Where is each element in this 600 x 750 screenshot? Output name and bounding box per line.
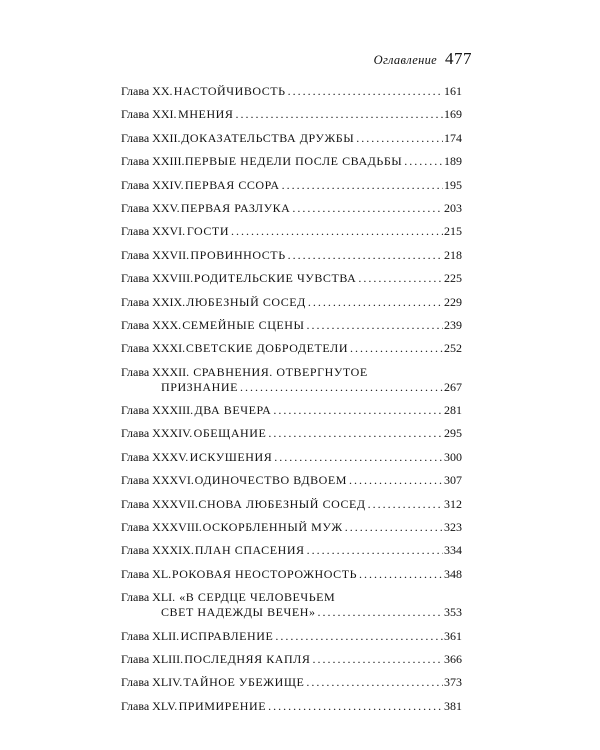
- chapter-label: Глава XXII.: [121, 130, 181, 145]
- chapter-label: Глава XX.: [121, 84, 173, 98]
- chapter-title: СРАВНЕНИЯ. ОТВЕРГНУТОЕ: [193, 364, 368, 379]
- chapter-page: 252: [444, 341, 462, 356]
- dot-leader: [318, 605, 444, 620]
- toc-entry-line: [121, 380, 462, 395]
- chapter-label: Глава XXXI.: [121, 341, 186, 356]
- toc-entry: [121, 365, 462, 395]
- chapter-label: Глава XLIII.: [121, 651, 184, 666]
- toc-entry: [121, 295, 462, 310]
- chapter-label: Глава XXXIV.: [121, 426, 193, 441]
- dot-leader: [345, 520, 443, 535]
- chapter-title-continued: ПРИЗНАНИЕ: [161, 379, 238, 394]
- chapter-page: 361: [444, 628, 462, 643]
- chapter-page: 267: [444, 379, 462, 394]
- chapter-page: 323: [444, 520, 462, 535]
- chapter-label: Глава XXIX.: [121, 294, 186, 309]
- dot-leader: [356, 131, 443, 146]
- chapter-title: ПРОВИННОСТЬ: [190, 247, 286, 262]
- chapter-label: Глава XXV.: [121, 200, 180, 215]
- dot-leader: [312, 652, 443, 667]
- chapter-page: 225: [444, 271, 462, 286]
- chapter-label: Глава XL.: [121, 566, 172, 581]
- chapter-title-continued: СВЕТ НАДЕЖДЫ ВЕЧЕН»: [161, 605, 316, 620]
- dot-leader: [282, 178, 443, 193]
- toc-entry-line: [121, 154, 462, 169]
- chapter-title: ОДИНОЧЕСТВО ВДВОЕМ: [194, 473, 347, 488]
- chapter-label: Глава XXXIX.: [121, 543, 194, 558]
- dot-leader: [359, 567, 443, 582]
- dot-leader: [308, 295, 443, 310]
- dot-leader: [306, 675, 443, 690]
- toc-entry-line: [121, 224, 462, 239]
- chapter-title: ПЕРВАЯ РАЗЛУКА: [180, 200, 291, 215]
- chapter-page: 312: [444, 496, 462, 511]
- chapter-title: МНЕНИЯ: [178, 107, 234, 122]
- toc-entry-line: [121, 543, 462, 558]
- chapter-label: Глава XXVII.: [121, 247, 190, 262]
- toc-entry: [121, 84, 462, 99]
- dot-leader: [350, 341, 443, 356]
- chapter-page: 348: [444, 566, 462, 581]
- toc-entry: [121, 154, 462, 169]
- chapter-title: ОСКОРБЛЕННЫЙ МУЖ: [202, 520, 343, 535]
- chapter-title: ПЕРВЫЕ НЕДЕЛИ ПОСЛЕ СВАДЬБЫ: [184, 154, 403, 169]
- chapter-title: РОКОВАЯ НЕОСТОРОЖНОСТЬ: [171, 566, 358, 581]
- toc-entry: [121, 131, 462, 146]
- dot-leader: [358, 271, 443, 286]
- chapter-page: 295: [444, 426, 462, 441]
- dot-leader: [275, 629, 443, 644]
- toc-entry-line: [121, 107, 462, 122]
- chapter-label: Глава XXVIII.: [121, 271, 194, 286]
- toc-entry-line: [121, 520, 462, 535]
- toc-entry-line: [121, 295, 462, 310]
- chapter-label: Глава XXIII.: [121, 154, 185, 169]
- chapter-page: 373: [444, 675, 462, 690]
- table-of-contents: [121, 84, 462, 722]
- chapter-page: 189: [444, 154, 462, 169]
- toc-entry: [121, 107, 462, 122]
- chapter-page: 300: [444, 449, 462, 464]
- toc-entry-line: [121, 318, 462, 333]
- chapter-title: СВЕТСКИЕ ДОБРОДЕТЕЛИ: [185, 341, 349, 356]
- toc-entry-line: [121, 201, 462, 216]
- chapter-page: 239: [444, 317, 462, 332]
- chapter-label: Глава XXXVIII.: [121, 520, 202, 535]
- toc-entry-line: [121, 341, 462, 356]
- chapter-title: ТАЙНОЕ УБЕЖИЩЕ: [183, 675, 305, 690]
- chapter-page: 381: [444, 698, 462, 713]
- toc-entry: [121, 473, 462, 488]
- chapter-label: Глава XXI.: [121, 107, 177, 122]
- chapter-title: ДОКАЗАТЕЛЬСТВА ДРУЖБЫ: [181, 130, 355, 145]
- chapter-label: Глава XXXII.: [121, 364, 190, 379]
- toc-entry: [121, 543, 462, 558]
- chapter-page: 307: [444, 473, 462, 488]
- toc-entry: [121, 341, 462, 356]
- toc-entry: [121, 403, 462, 418]
- toc-entry-first-line: [121, 365, 462, 380]
- toc-entry: [121, 318, 462, 333]
- toc-entry-line: [121, 675, 462, 690]
- dot-leader: [231, 224, 443, 239]
- chapter-page: 161: [444, 84, 462, 98]
- dot-leader: [240, 380, 443, 395]
- toc-entry-line: [121, 497, 462, 512]
- chapter-label: Глава XXXVI.: [121, 473, 194, 488]
- chapter-title: ИСПРАВЛЕНИЕ: [180, 628, 274, 643]
- toc-entry-line: [121, 699, 462, 714]
- toc-entry-first-line: [121, 590, 462, 605]
- chapter-page: 229: [444, 294, 462, 309]
- toc-entry: [121, 497, 462, 512]
- chapter-page: 334: [444, 543, 462, 558]
- dot-leader: [288, 84, 443, 99]
- dot-leader: [368, 497, 443, 512]
- toc-entry: [121, 567, 462, 582]
- chapter-label: Глава XXIV.: [121, 177, 184, 192]
- chapter-page: 203: [444, 200, 462, 215]
- chapter-title: ГОСТИ: [186, 224, 230, 239]
- chapter-title: РОДИТЕЛЬСКИЕ ЧУВСТВА: [193, 271, 357, 286]
- chapter-page: 174: [444, 130, 462, 145]
- toc-entry-line: [121, 629, 462, 644]
- chapter-page: 281: [444, 403, 462, 418]
- toc-entry-line: [121, 131, 462, 146]
- dot-leader: [404, 154, 443, 169]
- toc-entry-line: [121, 567, 462, 582]
- chapter-title: НАСТОЙЧИВОСТЬ: [173, 84, 286, 98]
- chapter-label: Глава XXXVII.: [121, 496, 198, 511]
- chapter-label: Глава XLV.: [121, 698, 178, 713]
- dot-leader: [273, 403, 443, 418]
- running-head: [374, 49, 472, 69]
- toc-entry: [121, 520, 462, 535]
- chapter-label: Глава XXXIII.: [121, 403, 194, 418]
- chapter-label: Глава XXVI.: [121, 224, 186, 239]
- toc-entry: [121, 652, 462, 667]
- chapter-title: ПЛАН СПАСЕНИЯ: [194, 543, 305, 558]
- running-head-label: Оглавление: [373, 53, 437, 67]
- dot-leader: [292, 201, 443, 216]
- chapter-title: СНОВА ЛЮБЕЗНЫЙ СОСЕД: [198, 496, 366, 511]
- toc-entry: [121, 590, 462, 620]
- chapter-label: Глава XXXV.: [121, 449, 189, 464]
- dot-leader: [268, 699, 443, 714]
- toc-entry: [121, 248, 462, 263]
- chapter-title: ДВА ВЕЧЕРА: [194, 403, 272, 418]
- toc-entry-line: [121, 473, 462, 488]
- toc-entry-line: [121, 450, 462, 465]
- chapter-page: 353: [444, 605, 462, 620]
- chapter-title: ИСКУШЕНИЯ: [189, 449, 273, 464]
- dot-leader: [349, 473, 443, 488]
- chapter-title: ПОСЛЕДНЯЯ КАПЛЯ: [184, 651, 311, 666]
- toc-entry: [121, 426, 462, 441]
- toc-entry-line: [121, 248, 462, 263]
- toc-entry: [121, 450, 462, 465]
- chapter-title: «В СЕРДЦЕ ЧЕЛОВЕЧЬЕМ: [179, 590, 336, 605]
- chapter-page: 218: [444, 247, 462, 262]
- chapter-title: ПРИМИРЕНИЕ: [178, 698, 267, 713]
- toc-entry: [121, 178, 462, 193]
- toc-entry-line: [121, 84, 462, 99]
- dot-leader: [274, 450, 443, 465]
- toc-entry-line: [121, 652, 462, 667]
- toc-entry-line: [121, 178, 462, 193]
- toc-entry: [121, 675, 462, 690]
- chapter-label: Глава XLII.: [121, 628, 180, 643]
- toc-entry: [121, 201, 462, 216]
- page-number: 477: [445, 49, 472, 68]
- chapter-label: Глава XLI.: [121, 590, 176, 605]
- chapter-title: ПЕРВАЯ ССОРА: [184, 177, 280, 192]
- dot-leader: [288, 248, 443, 263]
- dot-leader: [307, 318, 443, 333]
- toc-entry-line: [121, 605, 462, 620]
- toc-entry: [121, 629, 462, 644]
- chapter-title: ЛЮБЕЗНЫЙ СОСЕД: [186, 294, 306, 309]
- toc-entry: [121, 271, 462, 286]
- toc-entry-line: [121, 403, 462, 418]
- toc-entry: [121, 699, 462, 714]
- chapter-label: Глава XXX.: [121, 317, 182, 332]
- dot-leader: [307, 543, 443, 558]
- toc-entry: [121, 224, 462, 239]
- chapter-label: Глава XLIV.: [121, 675, 183, 690]
- toc-entry-line: [121, 426, 462, 441]
- chapter-page: 195: [444, 177, 462, 192]
- chapter-page: 215: [444, 224, 462, 239]
- chapter-title: СЕМЕЙНЫЕ СЦЕНЫ: [182, 317, 305, 332]
- chapter-page: 366: [444, 651, 462, 666]
- chapter-title: ОБЕЩАНИЕ: [193, 426, 267, 441]
- dot-leader: [268, 426, 443, 441]
- chapter-page: 169: [444, 107, 462, 122]
- dot-leader: [235, 107, 443, 122]
- toc-entry-line: [121, 271, 462, 286]
